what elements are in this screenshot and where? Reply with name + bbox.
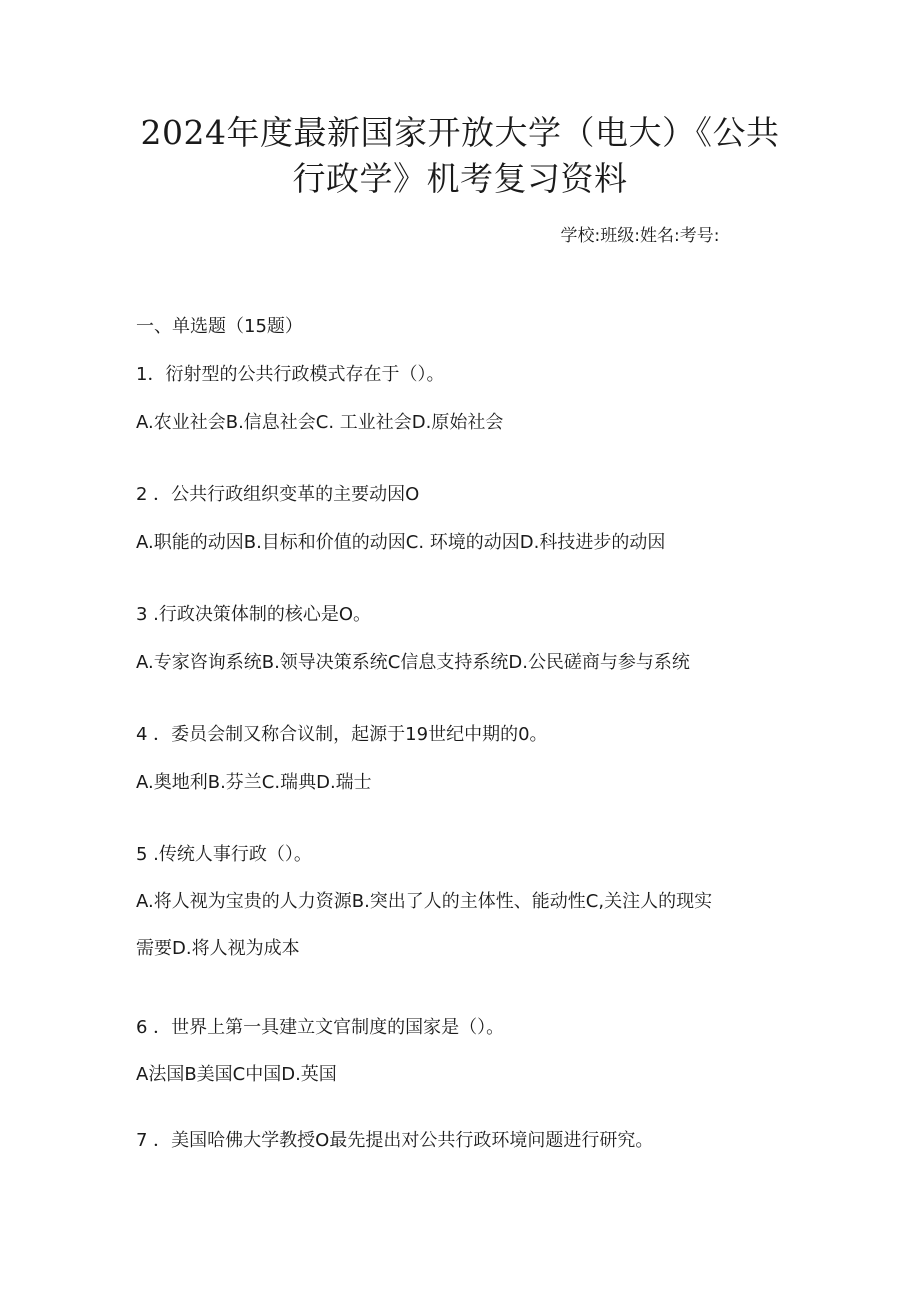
question-3-stem: 3 .行政决策体制的核心是O。 <box>136 604 372 625</box>
question-6-stem: 6 ．世界上第一具建立文官制度的国家是（）。 <box>136 1017 505 1038</box>
question-6-options: A法国B美国C中国D.英国 <box>136 1064 337 1085</box>
question-5-options-continued: 需要D.将人视为成本 <box>136 938 300 959</box>
question-2-options: A.职能的动因B.目标和价值的动因C. 环境的动因D.科技进步的动因 <box>136 532 666 553</box>
question-7-stem: 7 ．美国哈佛大学教授O最先提出对公共行政环境问题进行研究。 <box>136 1130 654 1151</box>
document-title-line-1: 2024年度最新国家开放大学（电大）《公共 <box>140 113 780 152</box>
question-2-stem: 2 ．公共行政组织变革的主要动因O <box>136 484 420 505</box>
student-info-line <box>0 224 920 248</box>
question-4-options: A.奥地利B.芬兰C.瑞典D.瑞士 <box>136 772 372 793</box>
question-1-options: A.农业社会B.信息社会C. 工业社会D.原始社会 <box>136 412 504 433</box>
question-3-options: A.专家咨询系统B.领导决策系统C信息支持系统D.公民磋商与参与系统 <box>136 652 690 673</box>
document-title-line-2: 行政学》机考复习资料 <box>292 159 628 198</box>
question-4-stem: 4 ．委员会制又称合议制，起源于19世纪中期的0。 <box>136 724 548 745</box>
question-5-options: A.将人视为宝贵的人力资源B.突出了人的主体性、能动性C,关注人的现实 <box>136 891 713 912</box>
question-5-stem: 5 .传统人事行政（）。 <box>136 844 312 865</box>
section-heading: 一、单选题（15题） <box>136 316 303 337</box>
student-info-text: 学校:班级:姓名:考号: <box>560 226 720 246</box>
question-1-stem: 1．衍射型的公共行政模式存在于（）。 <box>136 364 445 385</box>
